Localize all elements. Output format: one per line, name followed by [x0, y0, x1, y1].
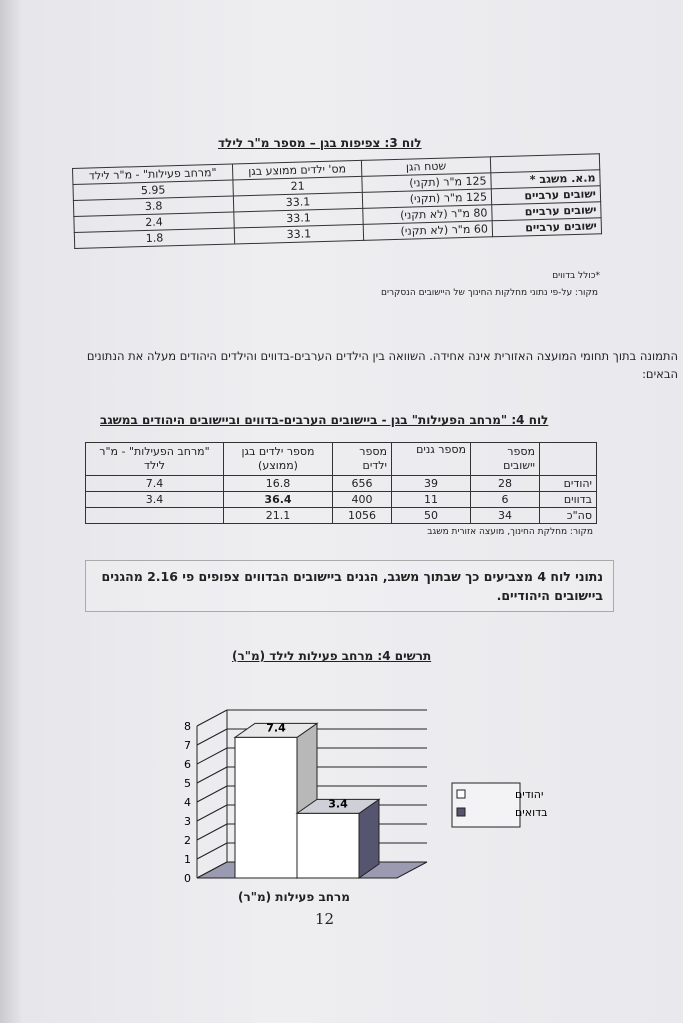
- table-cell: 3.8: [73, 196, 233, 216]
- table-header-cell: "מרחב פעילות" - מ"ר לילד: [73, 164, 233, 184]
- table-cell: 60 מ"ר (לא תקני): [363, 221, 492, 241]
- y-tick-label: 6: [184, 758, 191, 771]
- table-cell: בדווים: [540, 492, 597, 508]
- table-cell: 80 מ"ר (לא תקני): [363, 205, 492, 225]
- chart: [165, 695, 565, 915]
- y-tick-label: 4: [184, 796, 191, 809]
- table-cell: 16.8: [224, 476, 333, 492]
- table-cell: יהודים: [540, 476, 597, 492]
- page-number: 12: [315, 910, 335, 928]
- legend-label: יהודים: [515, 788, 544, 801]
- table-cell: 50: [392, 508, 471, 524]
- gridline-diagonal: [197, 729, 227, 745]
- body-paragraph: התמונה בתוך תחומי המועצה האזורית אינה אחידה. השוואה בין הילדים הערבים-בדווים והילדים היהודים מעלה את הנתונים הבאים:: [86, 349, 678, 381]
- table-cell: 34: [471, 508, 540, 524]
- table-header-cell: מספר ילדים בגן (ממוצע): [224, 443, 333, 476]
- table-row: [86, 508, 597, 524]
- y-tick-label: 1: [184, 853, 191, 866]
- legend-swatch: [457, 808, 465, 816]
- table4: [85, 442, 597, 524]
- table-cell: 656: [333, 476, 392, 492]
- table-cell: 2.4: [74, 212, 234, 232]
- table-cell: 125 מ"ר (תקני): [362, 173, 491, 193]
- conclusion-box: נתוני לוח 4 מצביעים כך שבתוך משגב, הגנים ביישובים הבדווים צפופים פי 2.16 מהגנים ביישובים היהודיים.: [85, 560, 614, 612]
- table3-source: מקור: על-פי נתוני מחלקות החינוך של היישובים הנסקרים: [380, 288, 598, 298]
- gridline-diagonal: [197, 786, 227, 802]
- table-cell: 33.1: [233, 192, 362, 212]
- page-edge-shadow: [0, 0, 22, 1023]
- gridline-diagonal: [197, 805, 227, 821]
- gridline-diagonal: [197, 767, 227, 783]
- bar-data-label: 3.4: [328, 797, 348, 811]
- table4-source: מקור: מחלקת החינוך, מועצה אזורית משגב: [427, 527, 593, 537]
- chart-title: תרשים 4: מרחב פעילות לילד (מ"ר): [232, 649, 432, 663]
- table-cell: ישובים ערביים: [492, 202, 601, 221]
- gridline-diagonal: [197, 843, 227, 859]
- table-cell: ישובים ערביים: [491, 186, 600, 205]
- table-header-cell: מספר ילדים: [333, 443, 392, 476]
- bar: [235, 737, 297, 878]
- y-tick-label: 2: [184, 834, 191, 847]
- table-cell: 21: [233, 176, 362, 196]
- legend-label: בדואים: [515, 806, 548, 819]
- table-cell: 1.8: [74, 228, 234, 248]
- table-header-cell: [540, 443, 597, 476]
- table-header-cell: מס' ילדים ממוצע בגן: [232, 160, 361, 180]
- table-cell: 39: [392, 476, 471, 492]
- table-cell: 7.4: [86, 476, 224, 492]
- table3: [72, 153, 602, 249]
- gridline-diagonal: [197, 748, 227, 764]
- table-row: [86, 492, 597, 508]
- gridline-diagonal: [197, 710, 227, 726]
- table-row: [86, 476, 597, 492]
- table-cell: 21.1: [224, 508, 333, 524]
- table-header-cell: שטח הגן: [361, 157, 490, 177]
- table-header-cell: מספר יישובים: [471, 443, 540, 476]
- gridline-diagonal: [197, 824, 227, 840]
- table-cell: 5.95: [73, 180, 233, 200]
- y-tick-label: 8: [184, 720, 191, 733]
- table-cell: ישובים ערביים: [492, 218, 601, 237]
- chart-x-label: מרחב פעילות (מ"ר): [238, 890, 350, 904]
- table-cell: 1056: [333, 508, 392, 524]
- table4-header-row: [86, 443, 597, 476]
- table-cell: סה"כ: [540, 508, 597, 524]
- table-cell: 36.4: [224, 492, 333, 508]
- table-cell: 11: [392, 492, 471, 508]
- table-header-cell: מספר גנים: [392, 443, 471, 476]
- legend-swatch: [457, 790, 465, 798]
- bar: [297, 813, 359, 878]
- y-tick-label: 3: [184, 815, 191, 828]
- table4-title: לוח 4: "מרחב הפעילות" בגן - ביישובים הערבים-בדווים וביישובים היהודים במשגב: [100, 413, 549, 427]
- bar-data-label: 7.4: [266, 721, 286, 735]
- table-cell: 400: [333, 492, 392, 508]
- table-cell: 6: [471, 492, 540, 508]
- y-tick-label: 7: [184, 739, 191, 752]
- y-tick-label: 5: [184, 777, 191, 790]
- table3-title: לוח 3: צפיפות בגן – מספר מ"ר לילד: [218, 136, 422, 150]
- table-cell: 28: [471, 476, 540, 492]
- table-cell: מ.א. משגב *: [491, 170, 600, 189]
- table-cell: 33.1: [234, 224, 363, 244]
- table-cell: [86, 508, 224, 524]
- table3-footnote: *כולל בדווים: [552, 271, 600, 281]
- table-cell: 125 מ"ר (תקני): [362, 189, 491, 209]
- table-header-cell: "מרחב הפעילות" - מ"ר לילד: [86, 443, 224, 476]
- table-cell: 33.1: [234, 208, 363, 228]
- table-cell: 3.4: [86, 492, 224, 508]
- y-tick-label: 0: [184, 872, 191, 885]
